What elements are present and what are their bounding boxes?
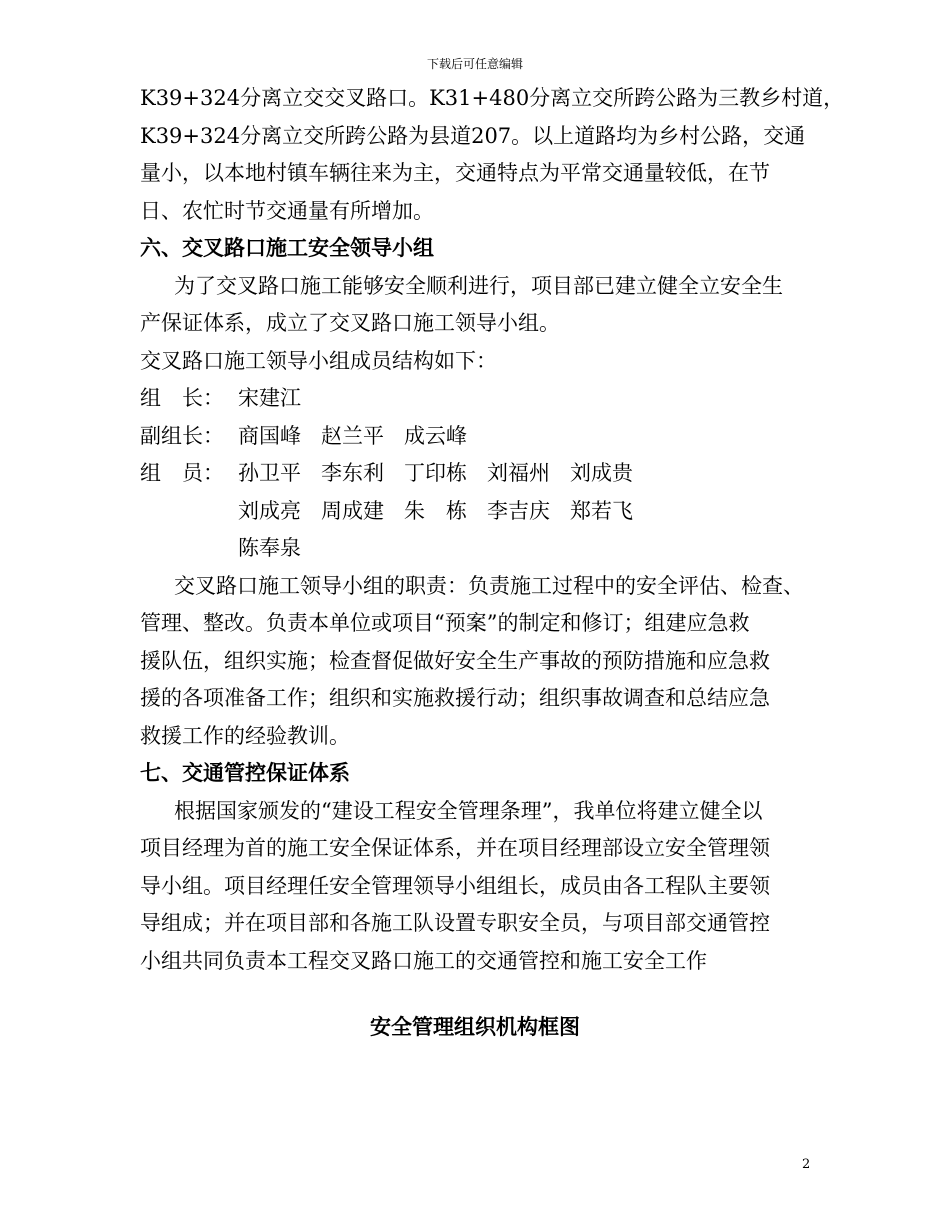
deputy-row [140,418,830,456]
intro-line: 量小，以本地村镇车辆往来为主，交通特点为平常交通量较低，在节 [140,161,770,185]
section6-paragraph-line: 产保证体系，成立了交叉路口施工领导小组。 [140,311,560,335]
member-name: 周成建 [321,498,384,523]
deputy-name: 商国峰 [238,423,301,448]
section7-heading: 七、交通管控保证体系 [140,761,350,785]
member-name: 陈奉泉 [238,536,301,560]
member-name: 郑若飞 [570,498,633,523]
document-body [140,80,845,980]
member-name: 李东利 [321,461,384,485]
section7-paragraph-line: 导组成；并在项目部和各施工队设置专职安全员，与项目部交通管控 [140,911,770,935]
org-chart-title: 安全管理组织机构框图 [370,1015,580,1039]
section6-heading: 六、交叉路口施工安全领导小组 [140,236,434,260]
intro-line: K39+324分离立交所跨公路为县道207。以上道路均为乡村公路，交通 [140,123,806,148]
section6-paragraph-line: 为了交叉路口施工能够安全顺利进行，项目部已建立健全立安全生 [174,273,783,298]
duties-line: 管理、整改。负责本单位或项目“预案”的制定和修订；组建应急救 [140,611,750,635]
member-label: 组 员： [140,461,224,485]
leader-label: 组 长： [140,386,224,410]
member-name: 李吉庆 [487,498,550,523]
member-name: 刘福州 [487,461,550,485]
section7-paragraph-line: 导小组。项目经理任安全管理领导小组组长，成员由各工程队主要领 [140,873,770,898]
duties-line: 援的各项准备工作；组织和实施救援行动；组织事故调查和总结应急 [140,686,770,710]
intro-line: 日、农忙时节交通量有所增加。 [140,198,434,223]
duties-line: 援队伍，组织实施；检查督促做好安全生产事故的预防措施和应急救 [140,648,770,673]
section7-paragraph-line: 根据国家颁发的“建设工程安全管理条理”，我单位将建立健全以 [174,798,763,823]
member-name: 朱 栋 [404,498,467,523]
member-name: 刘成亮 [238,498,301,523]
intro-line: K39+324分离立交交叉路口。K31+480分离立交所跨公路为三教乡村道， [140,86,845,110]
member-row [140,493,830,531]
page-header: 下载后可任意编辑 [426,57,523,71]
member-name: 孙卫平 [238,461,301,485]
member-row [140,455,830,493]
leader-name: 宋建江 [238,386,301,410]
member-name: 刘成贵 [570,461,633,485]
section7-paragraph-line: 小组共同负责本工程交叉路口施工的交通管控和施工安全工作 [140,948,707,973]
duties-line: 救援工作的经验教训。 [140,723,350,748]
member-name: 丁印栋 [404,461,467,485]
deputy-name: 赵兰平 [321,423,384,448]
duties-line: 交叉路口施工领导小组的职责：负责施工过程中的安全评估、检查、 [174,573,804,598]
page-number: 2 [802,1157,811,1172]
deputy-name: 成云峰 [404,423,467,448]
section7-paragraph-line: 项目经理为首的施工安全保证体系，并在项目经理部设立安全管理领 [140,836,770,860]
members-intro: 交叉路口施工领导小组成员结构如下： [140,348,497,373]
deputy-label: 副组长： [140,423,224,448]
member-row [140,530,830,568]
leader-row [140,380,830,418]
